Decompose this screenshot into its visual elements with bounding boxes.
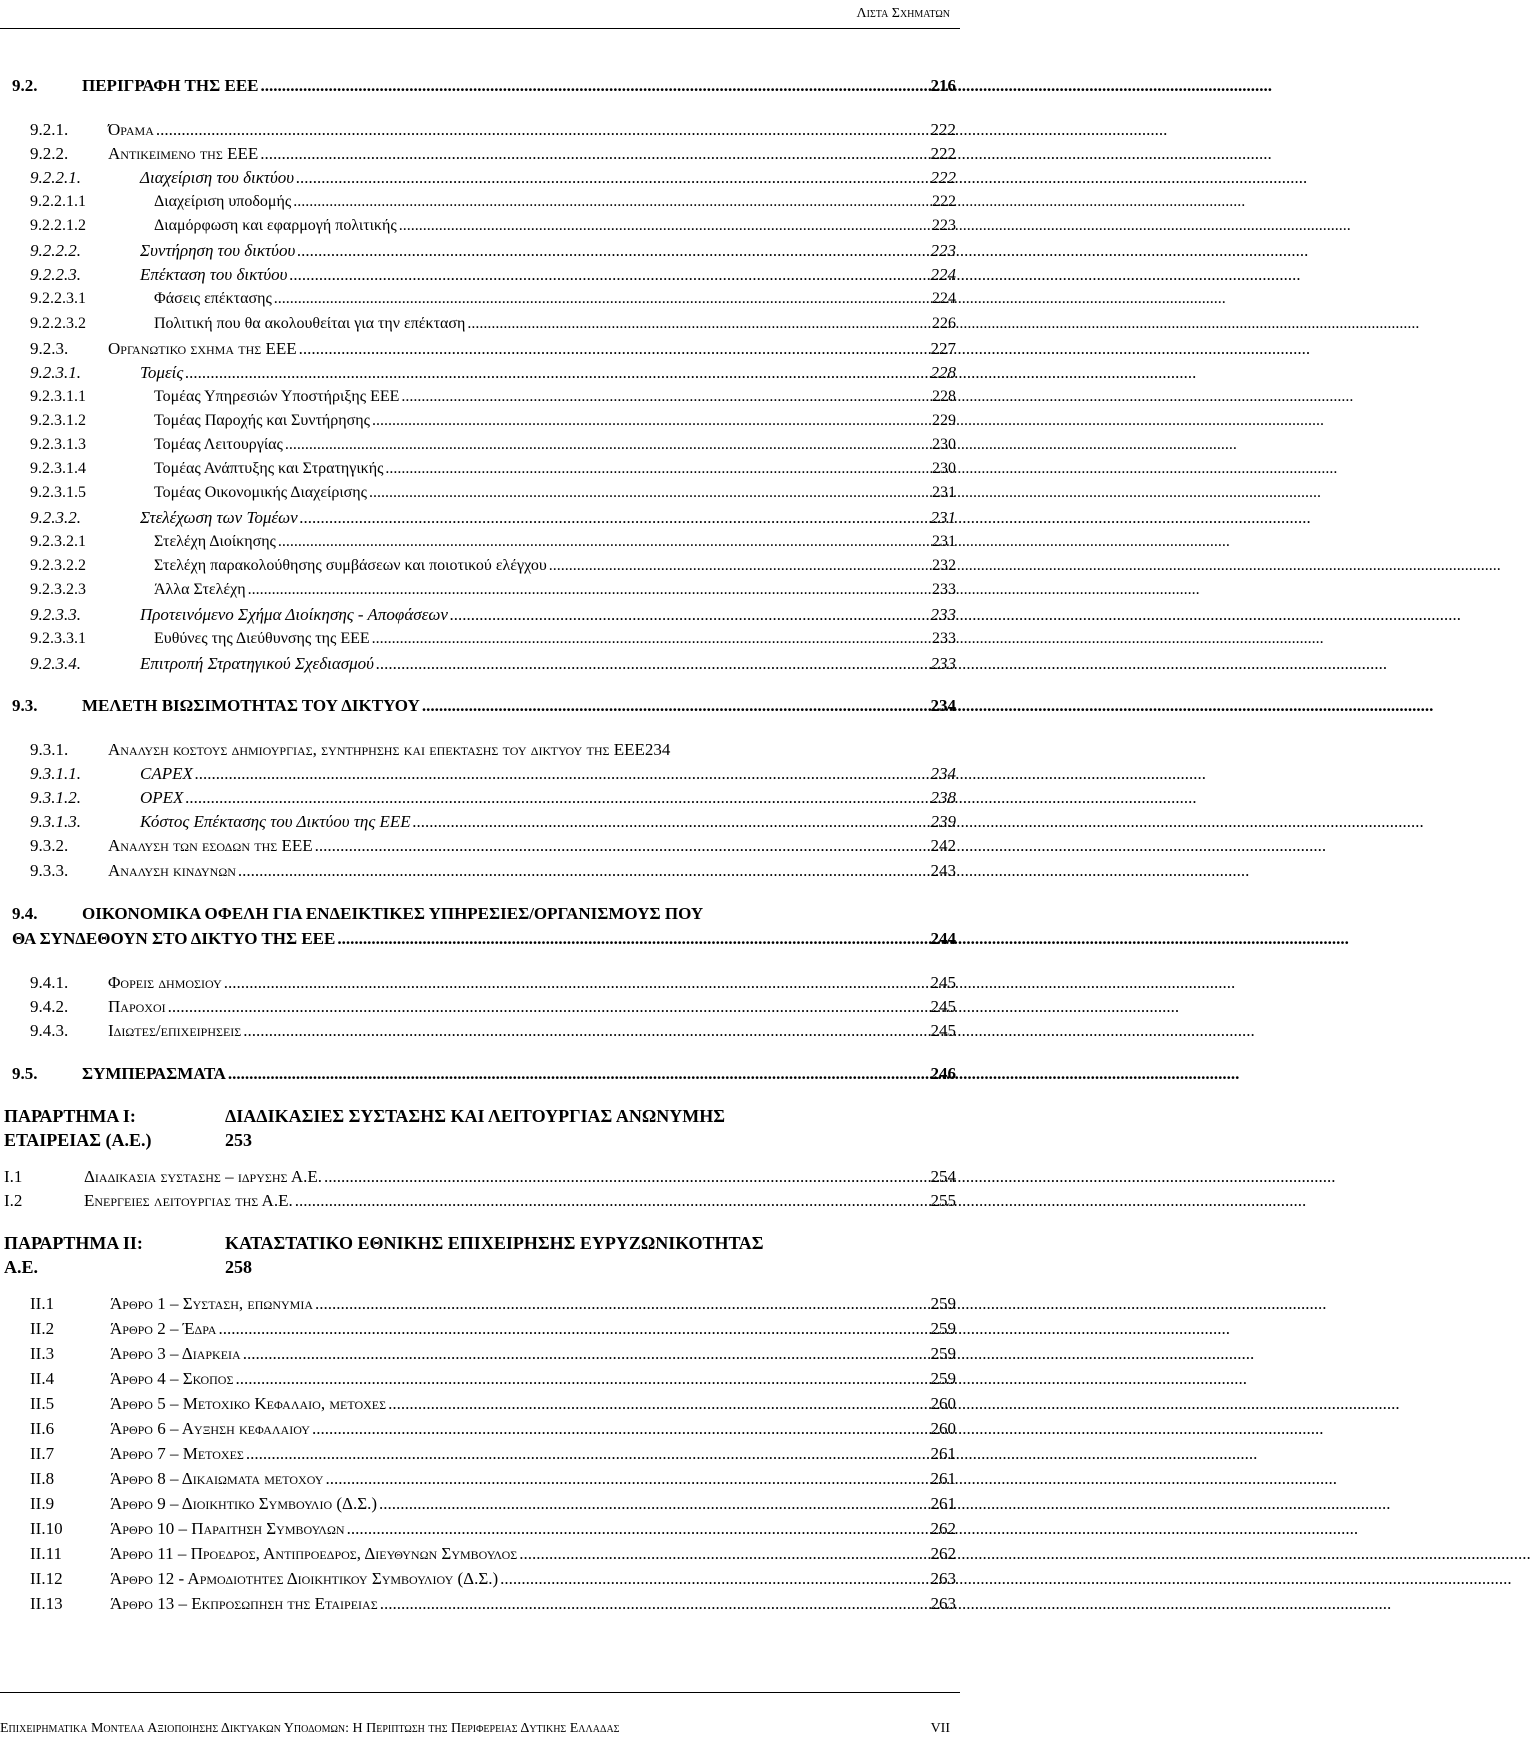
toc-page: 260 <box>930 1419 956 1438</box>
toc-num: ΙΙ.4 <box>30 1369 55 1388</box>
toc-leader <box>325 1469 928 1489</box>
toc-num: ΙΙ.2 <box>30 1319 55 1338</box>
toc-page: 233 <box>932 630 956 647</box>
toc-leader <box>185 363 928 383</box>
toc-num: ΙΙ.3 <box>30 1344 55 1363</box>
toc-num: 9.2.2.3. <box>30 265 81 284</box>
toc-page: 230 <box>932 436 956 453</box>
toc-num: 9.4.3. <box>30 1021 69 1040</box>
toc-entry-9-3-1-3[interactable] <box>30 812 956 832</box>
toc-title: ΟΙΚΟΝΟΜΙΚΑ ΟΦΕΛΗ ΓΙΑ ΕΝΔΕΙΚΤΙΚΕΣ ΥΠΗΡΕΣΙΕΣ/ΟΡΓΑΝΙΣΜΟΥΣ ΠΟΥ <box>82 904 704 923</box>
toc-leader <box>185 788 928 808</box>
toc-leader <box>300 508 929 528</box>
toc-title: Ευθύνες της Διεύθυνσης της ΕΕΕ <box>154 630 370 647</box>
toc-page: 216 <box>930 76 956 95</box>
toc-title: Άρθρο 10 – Παραιτηση Συμβουλων <box>110 1519 345 1538</box>
toc-leader <box>401 388 930 406</box>
footer-page-number: VII <box>930 1721 950 1736</box>
toc-page: 245 <box>930 1021 956 1040</box>
toc-leader <box>385 460 930 478</box>
toc-title: Τομέας Λειτουργίας <box>154 436 283 453</box>
toc-leader <box>235 1369 928 1389</box>
toc-entry-9-2-3-1[interactable] <box>30 363 956 383</box>
toc-page: 238 <box>930 788 956 807</box>
toc-leader <box>413 812 929 832</box>
toc-leader <box>379 1494 928 1514</box>
toc-leader <box>337 929 928 949</box>
toc-page: 259 <box>930 1369 956 1388</box>
toc-entry-9-4-line1[interactable] <box>12 904 956 924</box>
toc-title: Προτεινόμενο Σχήμα Διοίκησης - Αποφάσεων <box>140 605 448 624</box>
toc-entry-9-2-3-2-3[interactable] <box>30 581 956 599</box>
toc-num: 9.2.3.4. <box>30 654 81 673</box>
toc-title: Άρθρο 1 – Συσταση, επωνυμια <box>110 1294 314 1313</box>
toc-num: 9.2.3.1.3 <box>30 436 86 453</box>
toc-leader <box>293 193 930 211</box>
toc-page: 223 <box>932 217 956 234</box>
footer-title: Επιχειρηματικα Μοντελα Αξιοποιησης Δικτυακων Υποδομων: Η Περιπτωση της Περιφερειας Δυτικης Ελλαδας <box>0 1721 620 1736</box>
toc-entry-9-2-2-3-1[interactable] <box>30 290 956 308</box>
toc-num: ΙΙ.12 <box>30 1569 63 1588</box>
toc-entry-9-4-3[interactable] <box>30 1021 956 1041</box>
toc-num: 9.3.1.3. <box>30 812 81 831</box>
toc-entry-9-3-2[interactable] <box>30 836 956 856</box>
toc-entry-II-13[interactable] <box>30 1594 956 1614</box>
toc-page: 262 <box>930 1519 956 1538</box>
toc-title: Παροχοι <box>108 997 166 1016</box>
toc-page: 227 <box>930 339 956 358</box>
toc-entry-9-3-1[interactable] <box>30 740 956 760</box>
toc-leader <box>422 696 929 716</box>
toc-num: 9.2.3.3. <box>30 605 81 624</box>
toc-leader <box>467 315 930 333</box>
toc-title: Διαχείριση υποδομής <box>154 193 292 210</box>
toc-title: Άρθρο 12 - Αρμοδιοτητες Διοικητικου Συμβουλιου (Δ.Σ.) <box>110 1569 499 1588</box>
toc-entry-9-2-3-1-5[interactable] <box>30 484 956 502</box>
toc-page: 222 <box>930 120 956 139</box>
toc-page: 224 <box>930 265 956 284</box>
toc-entry-9-2-2-3[interactable] <box>30 265 956 285</box>
toc-title: Φορεις δημοσιου <box>108 973 222 992</box>
toc-title: Άρθρο 6 – Αυξηση κεφαλαιου <box>110 1419 310 1438</box>
toc-title: Διαδικασια συστασης – ιδρυσης Α.Ε. <box>84 1167 323 1186</box>
toc-entry-9-2-2-1-2[interactable] <box>30 217 956 235</box>
toc-num: 9.3.3. <box>30 861 69 880</box>
toc-title: Τομέας Παροχής και Συντήρησης <box>154 412 370 429</box>
toc-title: Τομείς <box>140 363 184 382</box>
toc-leader <box>369 484 930 502</box>
toc-num: ΙΙ.9 <box>30 1494 55 1513</box>
toc-num: 9.2.2.1.1 <box>30 193 86 210</box>
toc-num: ΙΙ.11 <box>30 1544 62 1563</box>
toc-entry-II-10[interactable] <box>30 1519 956 1539</box>
toc-num: 9.2.2.2. <box>30 241 81 260</box>
toc-entry-II-1[interactable] <box>30 1294 956 1314</box>
toc-entry-9-2-2-3-2[interactable] <box>30 315 956 333</box>
toc-page: 243 <box>930 861 956 880</box>
toc-page: 246 <box>930 1064 956 1083</box>
toc-entry-9-5[interactable] <box>12 1064 956 1084</box>
toc-title: Συντήρηση του δικτύου <box>140 241 296 260</box>
toc-entry-II-9[interactable] <box>30 1494 956 1514</box>
toc-title: ΠΕΡΙΓΡΑΦΗ ΤΗΣ ΕΕΕ <box>82 76 259 95</box>
toc-leader <box>549 557 930 575</box>
toc-title: Ενεργειες λειτουργιας της Α.Ε. <box>84 1191 293 1210</box>
toc-num: 9.2.2.3.2 <box>30 315 86 332</box>
toc-leader <box>372 630 930 648</box>
toc-num: ΙΙ.5 <box>30 1394 55 1413</box>
toc-entry-I-1[interactable] <box>4 1167 956 1187</box>
toc-entry-9-4-1[interactable] <box>30 973 956 993</box>
toc-num: 9.2.3.3.1 <box>30 630 86 647</box>
header-title: Λιστα Σχηματων <box>856 6 950 21</box>
toc-title: ΘΑ ΣΥΝΔΕΘΟΥΝ ΣΤΟ ΔΙΚΤΥΟ ΤΗΣ ΕΕΕ <box>12 929 336 948</box>
toc-leader <box>380 1594 929 1614</box>
toc-num: ΙΙ.7 <box>30 1444 55 1463</box>
toc-leader <box>246 1444 929 1464</box>
toc-page: 261 <box>930 1469 956 1488</box>
toc-title: Αναλυση κοστους δημιουργιας, συντηρησης και επεκτασης του δικτυου της ΕΕΕ <box>108 740 645 759</box>
toc-num: 9.3.2. <box>30 836 69 855</box>
toc-leader <box>261 76 929 96</box>
toc-page: 231 <box>932 533 956 550</box>
toc-title: Κόστος Επέκτασης του Δικτύου της ΕΕΕ <box>140 812 411 831</box>
toc-entry-9-2-3-2-1[interactable] <box>30 533 956 551</box>
toc-page: 233 <box>930 654 956 673</box>
toc-entry-9-2-3-1-3[interactable] <box>30 436 956 454</box>
toc-leader <box>243 1021 928 1041</box>
toc-entry-II-11[interactable] <box>30 1544 956 1564</box>
toc-leader <box>285 436 930 454</box>
toc-title: Φάσεις επέκτασης <box>154 290 272 307</box>
toc-title: Άρθρο 4 – Σκοπος <box>110 1369 234 1388</box>
appendix-2-heading[interactable] <box>4 1233 954 1283</box>
toc-title: Άρθρο 7 – Μετοχες <box>110 1444 244 1463</box>
toc-page: 262 <box>930 1544 956 1563</box>
toc-num: Ι.2 <box>4 1191 23 1210</box>
toc-page: 245 <box>930 997 956 1016</box>
toc-title: Διαχείριση του δικτύου <box>140 168 295 187</box>
toc-num: 9.2. <box>12 76 38 95</box>
toc-num: 9.2.2.1. <box>30 168 81 187</box>
toc-leader <box>228 1064 929 1084</box>
toc-entry-9-3[interactable] <box>12 696 956 716</box>
toc-num: 9.2.3. <box>30 339 69 358</box>
toc-entry-9-2-2-1[interactable] <box>30 168 956 188</box>
toc-title: Όραμα <box>108 120 154 139</box>
toc-leader <box>295 1191 929 1211</box>
toc-page: 261 <box>930 1444 956 1463</box>
toc-title: Στελέχωση των Τομέων <box>140 508 298 527</box>
toc-num: 9.2.1. <box>30 120 69 139</box>
toc-page: 234 <box>930 764 956 783</box>
toc-entry-II-8[interactable] <box>30 1469 956 1489</box>
toc-leader <box>450 605 929 625</box>
toc-leader <box>315 1294 928 1314</box>
toc-entry-9-2-3-3[interactable] <box>30 605 956 625</box>
toc-title: ΣΥΜΠΕΡΑΣΜΑΤΑ <box>82 1064 226 1083</box>
toc-page: 259 <box>930 1344 956 1363</box>
appendix-title-line2: ΕΤΑΙΡΕΙΑΣ (Α.Ε.) <box>4 1130 152 1150</box>
appendix-1-heading[interactable] <box>4 1106 954 1156</box>
toc-entry-9-4-2[interactable] <box>30 997 956 1017</box>
toc-title: Στελέχη Διοίκησης <box>154 533 276 550</box>
toc-num: 9.2.3.1.2 <box>30 412 86 429</box>
toc-page: 222 <box>930 168 956 187</box>
toc-page: 226 <box>932 315 956 332</box>
toc-page: 261 <box>930 1494 956 1513</box>
toc-leader <box>195 764 929 784</box>
toc-entry-9-2-2[interactable] <box>30 144 956 164</box>
toc-leader <box>274 290 930 308</box>
toc-page: 228 <box>932 388 956 405</box>
toc-entry-9-2[interactable] <box>12 76 956 96</box>
toc-page: 222 <box>932 193 956 210</box>
toc-title: Ιδιωτες/επιχειρησεις <box>108 1021 242 1040</box>
toc-entry-II-4[interactable] <box>30 1369 956 1389</box>
toc-page: 229 <box>932 412 956 429</box>
toc-page: 242 <box>930 836 956 855</box>
toc-page: 244 <box>930 929 956 948</box>
appendix-title-line2: Α.Ε. <box>4 1257 39 1277</box>
toc-title: Άρθρο 5 – Μετοχικο Κεφαλαιο, μετοχες <box>110 1394 387 1413</box>
toc-leader <box>168 997 929 1017</box>
appendix-label: ΠΑΡΑΡΤΗΜΑ Ι: <box>4 1106 136 1126</box>
toc-entry-II-12[interactable] <box>30 1569 956 1589</box>
toc-leader <box>156 120 929 140</box>
toc-entry-9-3-1-1[interactable] <box>30 764 956 784</box>
toc-page: 254 <box>930 1167 956 1186</box>
toc-entry-9-2-2-2[interactable] <box>30 241 956 261</box>
toc-num: ΙΙ.10 <box>30 1519 63 1538</box>
toc-num: 9.5. <box>12 1064 38 1083</box>
toc-num: 9.4.2. <box>30 997 69 1016</box>
toc-num: ΙΙ.8 <box>30 1469 55 1488</box>
toc-leader <box>297 241 928 261</box>
toc-leader <box>312 1419 929 1439</box>
toc-leader <box>399 217 930 235</box>
toc-num: 9.2.3.1.4 <box>30 460 86 477</box>
toc-page: 259 <box>930 1319 956 1338</box>
appendix-title: ΚΑΤΑΣΤΑΤΙΚΟ ΕΘΝΙΚΗΣ ΕΠΙΧΕΙΡΗΣΗΣ ΕΥΡΥΖΩΝΙΚΟΤΗΤΑΣ <box>225 1233 764 1253</box>
toc-num: ΙΙ.6 <box>30 1419 55 1438</box>
toc-page: 224 <box>932 290 956 307</box>
toc-leader <box>289 265 928 285</box>
toc-page: 232 <box>932 557 956 574</box>
toc-page: 260 <box>930 1394 956 1413</box>
toc-num: 9.3. <box>12 696 38 715</box>
toc-leader <box>224 973 929 993</box>
toc-num: 9.2.3.2.2 <box>30 557 86 574</box>
toc-title: Επιτροπή Στρατηγικού Σχεδιασμού <box>140 654 374 673</box>
toc-num: 9.3.1.2. <box>30 788 81 807</box>
toc-entry-I-2[interactable] <box>4 1191 956 1211</box>
toc-title: Πολιτική που θα ακολουθείται για την επέκταση <box>154 315 466 332</box>
toc-num: 9.2.3.2.3 <box>30 581 86 598</box>
toc-page: 234 <box>930 696 956 715</box>
toc-entry-9-2-3-4[interactable] <box>30 654 956 674</box>
toc-page: 259 <box>930 1294 956 1313</box>
toc-leader <box>238 861 929 881</box>
toc-num: 9.2.3.2.1 <box>30 533 86 550</box>
toc-leader <box>388 1394 928 1414</box>
toc-leader <box>347 1519 929 1539</box>
toc-leader <box>372 412 930 430</box>
toc-entry-9-3-3[interactable] <box>30 861 956 881</box>
toc-title: Τομέας Υπηρεσιών Υποστήριξης ΕΕΕ <box>154 388 400 405</box>
toc-page: 239 <box>930 812 956 831</box>
toc-title: CAPEX <box>140 764 193 783</box>
toc-entry-II-2[interactable] <box>30 1319 956 1339</box>
toc-entry-II-6[interactable] <box>30 1419 956 1439</box>
toc-page: 231 <box>930 508 956 527</box>
toc-leader <box>376 654 929 674</box>
toc-title: Άρθρο 11 – Προεδρος, Αντιπροεδρος, Διευθυνων Συμβουλος <box>110 1544 518 1563</box>
toc-entry-9-4-line2[interactable] <box>12 929 956 949</box>
toc-title: Άλλα Στελέχη <box>154 581 246 598</box>
toc-leader <box>299 339 929 359</box>
toc-page: 222 <box>930 144 956 163</box>
toc-page: 233 <box>930 605 956 624</box>
toc-num: 9.2.2. <box>30 144 69 163</box>
toc-page: 234 <box>644 740 671 759</box>
toc-title: Αντικειμενο της ΕΕΕ <box>108 144 259 163</box>
toc-title: Άρθρο 3 – Διαρκεια <box>110 1344 241 1363</box>
toc-num: ΙΙ.1 <box>30 1294 55 1313</box>
toc-title: Οργανωτικο σχημα της ΕΕΕ <box>108 339 297 358</box>
page-footer <box>0 1692 960 1740</box>
toc-entry-9-2-1[interactable] <box>30 120 956 140</box>
appendix-label: ΠΑΡΑΡΤΗΜΑ ΙΙ: <box>4 1233 143 1253</box>
toc-entry-9-3-1-2[interactable] <box>30 788 956 808</box>
toc-title: Άρθρο 13 – Εκπροσωπηση της Εταιρειας <box>110 1594 378 1613</box>
toc-entry-9-2-2-1-1[interactable] <box>30 193 956 211</box>
toc-title: Διαμόρφωση και εφαρμογή πολιτικής <box>154 217 397 234</box>
toc-page: 263 <box>930 1569 956 1588</box>
appendix-title: ΔΙΑΔΙΚΑΣΙΕΣ ΣΥΣΤΑΣΗΣ ΚΑΙ ΛΕΙΤΟΥΡΓΙΑΣ ΑΝΩΝΥΜΗΣ <box>225 1106 725 1126</box>
toc-leader <box>260 144 928 164</box>
toc-title: OPEX <box>140 788 184 807</box>
toc-page: 245 <box>930 973 956 992</box>
toc-title: Τομέας Ανάπτυξης και Στρατηγικής <box>154 460 384 477</box>
toc-num: 9.3.1. <box>30 740 69 759</box>
toc-leader <box>519 1544 928 1564</box>
toc-entry-9-2-3[interactable] <box>30 339 956 359</box>
toc-leader <box>500 1569 928 1589</box>
toc-leader <box>218 1319 928 1339</box>
toc-title: Άρθρο 8 – Δικαιωματα μετοχου <box>110 1469 324 1488</box>
toc-title: Στελέχη παρακολούθησης συμβάσεων και ποιοτικού ελέγχου <box>154 557 547 574</box>
toc-num: 9.2.3.2. <box>30 508 81 527</box>
toc-entry-II-3[interactable] <box>30 1344 956 1364</box>
toc-page: 233 <box>932 581 956 598</box>
toc-entry-9-2-3-1-2[interactable] <box>30 412 956 430</box>
toc-entry-9-2-3-2[interactable] <box>30 508 956 528</box>
toc-page: 255 <box>930 1191 956 1210</box>
toc-entry-9-2-3-1-1[interactable] <box>30 388 956 406</box>
footer-rule <box>0 1692 960 1693</box>
toc-entry-II-5[interactable] <box>30 1394 956 1414</box>
toc-entry-II-7[interactable] <box>30 1444 956 1464</box>
toc-leader <box>296 168 928 188</box>
toc-title: Άρθρο 9 – Διοικητικο Συμβουλιο (Δ.Σ.) <box>110 1494 378 1513</box>
toc-title: Αναλυση κινδυνων <box>108 861 236 880</box>
toc-title: Άρθρο 2 – Έδρα <box>110 1319 217 1338</box>
toc-entry-9-2-3-2-2[interactable] <box>30 557 956 575</box>
toc-leader <box>248 581 930 599</box>
toc-num: 9.4.1. <box>30 973 69 992</box>
toc-page: 263 <box>930 1594 956 1613</box>
toc-leader <box>243 1344 929 1364</box>
toc-page: 223 <box>930 241 956 260</box>
toc-leader <box>324 1167 928 1187</box>
toc-entry-9-2-3-1-4[interactable] <box>30 460 956 478</box>
appendix-page: 253 <box>225 1130 252 1150</box>
toc-leader <box>278 533 930 551</box>
toc-title: Επέκταση του δικτύου <box>140 265 288 284</box>
toc-num: 9.3.1.1. <box>30 764 81 783</box>
toc-num: ΙΙ.13 <box>30 1594 63 1613</box>
toc-num: Ι.1 <box>4 1167 23 1186</box>
toc-title: Αναλυση των εσοδων της ΕΕΕ <box>108 836 313 855</box>
toc-num: 9.4. <box>12 904 38 923</box>
toc-page: 228 <box>930 363 956 382</box>
toc-title: Τομέας Οικονομικής Διαχείρισης <box>154 484 367 501</box>
toc-num: 9.2.2.1.2 <box>30 217 86 234</box>
toc-num: 9.2.3.1. <box>30 363 81 382</box>
toc-num: 9.2.3.1.1 <box>30 388 86 405</box>
toc-num: 9.2.3.1.5 <box>30 484 86 501</box>
toc-page: 231 <box>932 484 956 501</box>
toc-num: 9.2.2.3.1 <box>30 290 86 307</box>
toc-title: ΜΕΛΕΤΗ ΒΙΩΣΙΜΟΤΗΤΑΣ ΤΟΥ ΔΙΚΤΥΟΥ <box>82 696 420 715</box>
toc-entry-9-2-3-3-1[interactable] <box>30 630 956 648</box>
toc-page: 230 <box>932 460 956 477</box>
toc-leader <box>315 836 929 856</box>
appendix-page: 258 <box>225 1257 252 1277</box>
